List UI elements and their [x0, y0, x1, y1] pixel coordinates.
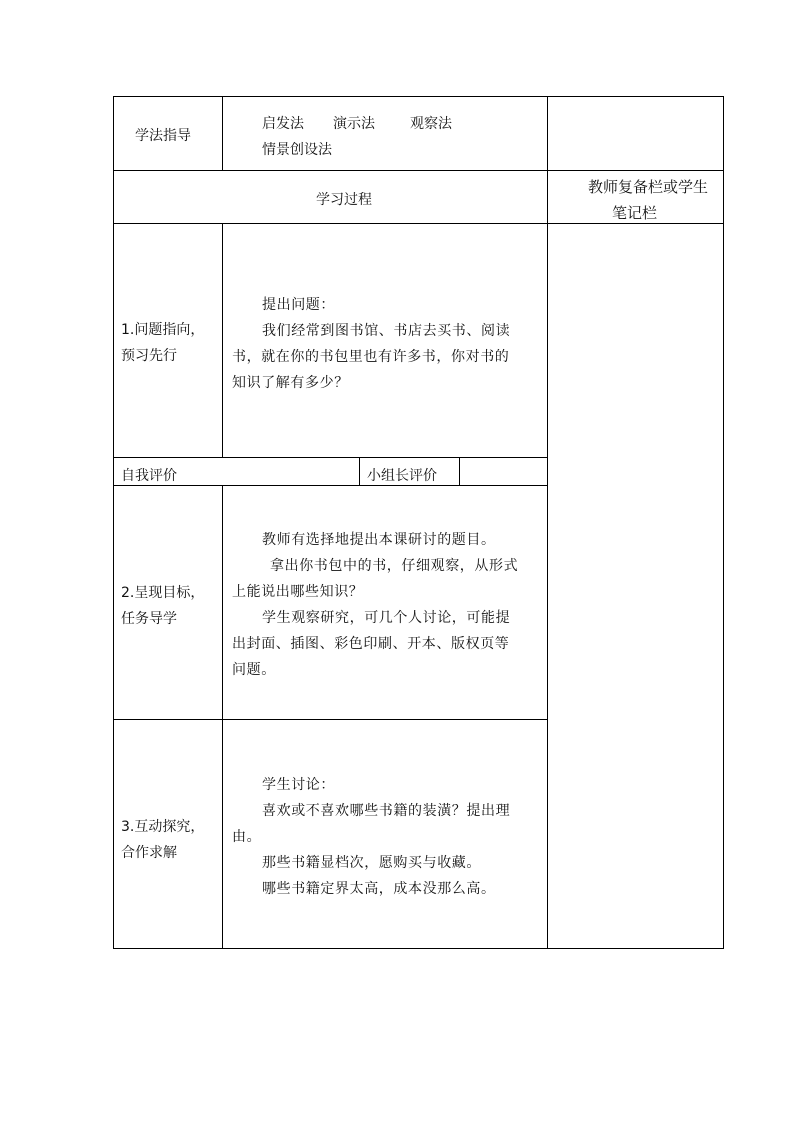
- section1-line: 我们经常到图书馆、书店去买书、阅读: [262, 323, 511, 339]
- section1-label-line1: 1.问题指向，: [121, 322, 205, 338]
- row-divider-section3: [113, 719, 548, 720]
- method-demonstration: 演示法: [333, 116, 375, 132]
- method-label: 学法指导: [135, 128, 191, 144]
- column-divider-label-lower: [222, 485, 223, 948]
- section2-content: [232, 527, 544, 683]
- table-border-right: [723, 96, 724, 949]
- method-observation: 观察法: [410, 116, 452, 132]
- notes-title-line2: 笔记栏: [612, 204, 658, 222]
- method-heuristic: 启发法: [262, 116, 304, 132]
- section2-label-line1: 2.呈现目标，: [121, 585, 205, 601]
- notes-title-line1: 教师复备栏或学生: [588, 178, 709, 196]
- section3-line: 学生讨论：: [262, 777, 335, 793]
- section1-line: 提出问题：: [262, 297, 335, 313]
- self-evaluation-label: 自我评价: [121, 468, 177, 484]
- table-border-top: [113, 96, 724, 97]
- section2-line: 教师有选择地提出本课研讨的题目。: [262, 532, 496, 548]
- group-leader-evaluation-label: 小组长评价: [367, 468, 437, 484]
- section1-line: 知识了解有多少？: [232, 375, 349, 391]
- section3-line: 哪些书籍定界太高，成本没那么高。: [262, 881, 496, 897]
- section1-line: 书，就在你的书包里也有许多书，你对书的: [232, 349, 510, 365]
- section1-content: [232, 292, 544, 396]
- row-divider-eval-bottom: [113, 485, 548, 486]
- column-divider-eval-group: [359, 457, 360, 485]
- column-divider-label-s1: [222, 223, 223, 457]
- section2-line: 出封面、插图、彩色印刷、开本、版权页等: [232, 636, 510, 652]
- section2-label-line2: 任务导学: [121, 611, 177, 627]
- section3-line: 由。: [232, 829, 262, 845]
- process-title: 学习过程: [316, 192, 372, 208]
- section2-line: 问题。: [232, 662, 276, 678]
- section2-line: 学生观察研究，可几个人讨论，可能提: [262, 610, 511, 626]
- section3-label-line2: 合作求解: [121, 845, 177, 861]
- section2-line: 拿出你书包中的书，仔细观察，从形式: [270, 558, 519, 574]
- column-divider-eval-score: [459, 457, 460, 485]
- row-divider-method: [113, 170, 724, 171]
- row-divider-eval-top: [113, 457, 548, 458]
- column-divider-label-upper: [222, 96, 223, 170]
- section3-line: 喜欢或不喜欢哪些书籍的装潢？提出理: [262, 803, 511, 819]
- column-divider-notes: [547, 96, 548, 949]
- table-border-left: [113, 96, 114, 949]
- section3-line: 那些书籍显档次，愿购买与收藏。: [262, 855, 481, 871]
- section2-line: 上能说出哪些知识？: [232, 584, 364, 600]
- row-divider-header: [113, 223, 724, 224]
- section1-label-line2: 预习先行: [121, 348, 177, 364]
- section3-content: [232, 772, 544, 902]
- section3-label-line1: 3.互动探究，: [121, 819, 205, 835]
- method-scenario: 情景创设法: [262, 142, 332, 158]
- table-border-bottom: [113, 948, 724, 949]
